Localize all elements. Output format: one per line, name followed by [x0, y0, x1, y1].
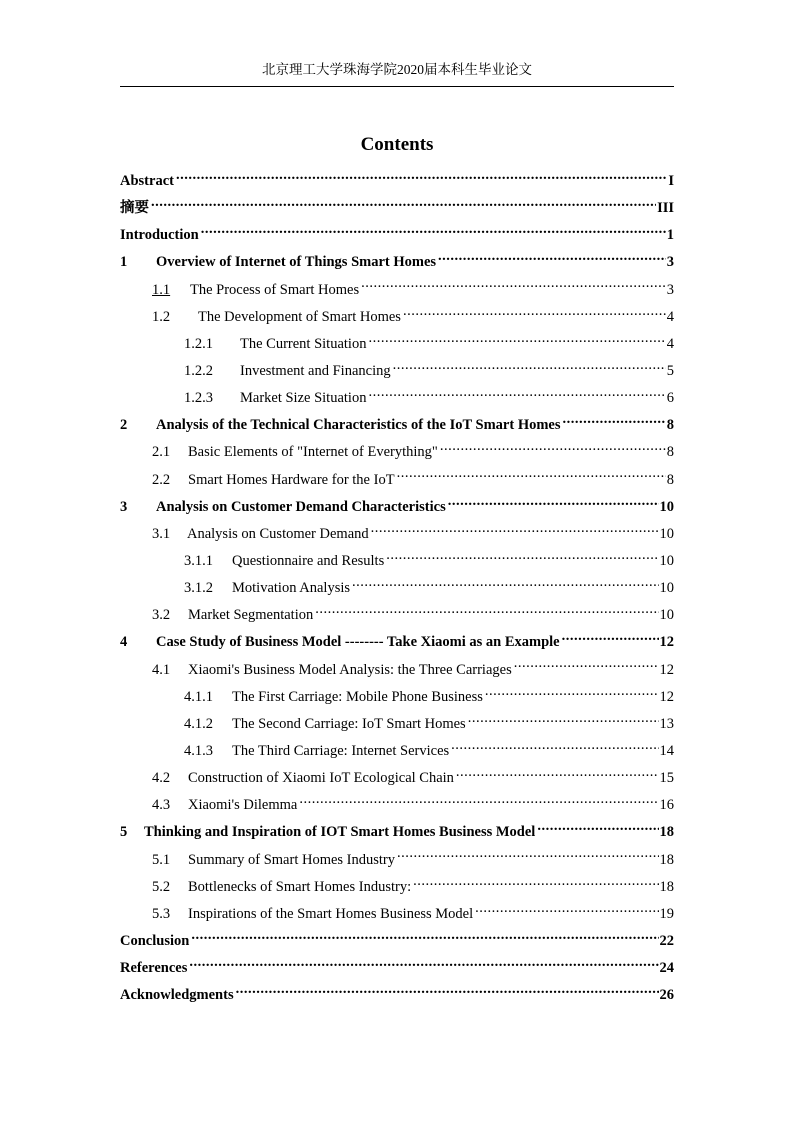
toc-entry-text: Questionnaire and Results [232, 552, 385, 569]
dot-leader [537, 822, 658, 837]
toc-entry-text: Construction of Xiaomi IoT Ecological Chain [188, 770, 454, 787]
toc-section-number: 1.1 [152, 281, 171, 298]
toc-entry-acknowledgments[interactable] [120, 982, 674, 1009]
dot-leader [475, 903, 658, 918]
toc-section-number: 4 [120, 634, 128, 651]
toc-page-number: 18 [659, 878, 674, 895]
toc-entry-text: Summary of Smart Homes Industry [188, 851, 396, 868]
toc-page-number: 22 [659, 932, 674, 949]
toc-entry-2-1[interactable] [120, 439, 674, 466]
toc-entry-1-2-3[interactable] [120, 385, 674, 412]
toc-entry-text: References [120, 960, 188, 977]
dot-leader [368, 333, 665, 348]
toc-section-number: 4.1.1 [184, 688, 213, 705]
dot-leader [403, 306, 666, 321]
toc-section-number: 5 [120, 824, 128, 841]
toc-entry-text: Motivation Analysis [232, 580, 351, 597]
toc-page-number: 10 [659, 525, 674, 542]
toc-section-number: 2 [120, 417, 128, 434]
dot-leader [189, 958, 658, 973]
dot-leader [393, 360, 666, 375]
dot-leader [451, 740, 658, 755]
toc-section-number: 5.2 [152, 878, 171, 895]
toc-entry-text: Overview of Internet of Things Smart Homes [156, 254, 437, 271]
toc-page-number: 6 [666, 390, 674, 407]
toc-entry-text: Xiaomi's Dilemma [188, 797, 298, 814]
toc-entry-chapter-1[interactable] [120, 249, 674, 276]
toc-page-number: 5 [666, 362, 674, 379]
toc-section-number: 1 [120, 254, 128, 271]
dot-leader [386, 550, 658, 565]
toc-page-number: 10 [659, 498, 674, 515]
toc-page-number: 10 [659, 552, 674, 569]
toc-page-number: 18 [659, 824, 674, 841]
toc-entry-chapter-2[interactable] [120, 412, 674, 439]
toc-entry-references[interactable] [120, 955, 674, 982]
toc-entry-chapter-4[interactable] [120, 629, 674, 656]
toc-page-number: 1 [666, 227, 674, 244]
toc-entry-text: Conclusion [120, 932, 190, 949]
toc-entry-1-1[interactable] [120, 277, 674, 304]
dot-leader [413, 876, 658, 891]
toc-page-number: 10 [659, 607, 674, 624]
dot-leader [397, 849, 658, 864]
toc-entry-3-2[interactable] [120, 602, 674, 629]
toc-page-number: 19 [659, 905, 674, 922]
toc-page-number: 12 [659, 634, 674, 651]
dot-leader [485, 686, 659, 701]
toc-entry-3-1-1[interactable] [120, 548, 674, 575]
toc-page-number: 4 [666, 308, 674, 325]
toc-entry-text: Introduction [120, 227, 199, 244]
dot-leader [371, 523, 659, 538]
toc-page-number: 4 [666, 335, 674, 352]
dot-leader [176, 171, 667, 186]
toc-section-number: 3.1.1 [184, 552, 213, 569]
toc-page-number: III [657, 200, 674, 217]
toc-page-number: 8 [666, 471, 674, 488]
header-rule [120, 86, 674, 87]
toc-entry-5-2[interactable] [120, 874, 674, 901]
dot-leader [315, 605, 658, 620]
dot-leader [440, 442, 666, 457]
toc-entry-text: Analysis of the Technical Characteristics of the IoT Smart Homes [156, 417, 561, 434]
toc-section-number: 3.1.2 [184, 580, 213, 597]
dot-leader [562, 632, 659, 647]
toc-entry-1-2-1[interactable] [120, 331, 674, 358]
toc-section-number: 1.2.1 [184, 335, 213, 352]
toc-entry-text: The Second Carriage: IoT Smart Homes [232, 715, 466, 732]
toc-entry-1-2-2[interactable] [120, 358, 674, 385]
table-of-contents [120, 168, 674, 1009]
toc-section-number: 3.2 [152, 607, 171, 624]
toc-entry-text: Acknowledgments [120, 987, 234, 1004]
toc-entry-text: The Development of Smart Homes [198, 308, 401, 325]
toc-section-number: 4.1.3 [184, 742, 213, 759]
toc-page-number: I [668, 173, 674, 189]
toc-entry-zhaiyao[interactable] [120, 195, 674, 222]
dot-leader [514, 659, 659, 674]
toc-entry-text: Market Size Situation [240, 390, 367, 407]
toc-entry-conclusion[interactable] [120, 928, 674, 955]
toc-entry-text: Thinking and Inspiration of IOT Smart Homes Business Model [144, 824, 536, 841]
dot-leader [151, 198, 656, 213]
toc-entry-text: Basic Elements of "Internet of Everything" [188, 444, 438, 461]
toc-section-number: 5.1 [152, 851, 171, 868]
toc-section-number: 3.1 [152, 525, 171, 542]
toc-section-number: 1.2.3 [184, 390, 213, 407]
toc-page-number: 8 [666, 444, 674, 461]
dot-leader [352, 578, 658, 593]
dot-leader [191, 930, 658, 945]
toc-entry-text: Investment and Financing [240, 362, 391, 379]
dot-leader [438, 252, 666, 267]
dot-leader [397, 469, 666, 484]
toc-page-number: 3 [666, 281, 674, 298]
toc-page-number: 15 [659, 770, 674, 787]
toc-section-number: 5.3 [152, 905, 171, 922]
toc-section-number: 1.2.2 [184, 362, 213, 379]
dot-leader [361, 279, 666, 294]
dot-leader [299, 795, 658, 810]
toc-entry-text: Xiaomi's Business Model Analysis: the Three Carriages [188, 661, 512, 678]
toc-entry-text: Analysis on Customer Demand Characteristics [156, 498, 446, 515]
toc-entry-4-1-3[interactable] [120, 738, 674, 765]
toc-page-number: 12 [659, 661, 674, 678]
toc-title: Contents [360, 134, 434, 155]
toc-page-number: 12 [659, 688, 674, 705]
toc-entry-text: Abstract [120, 173, 174, 189]
toc-page-number: 24 [659, 960, 674, 977]
toc-entry-text: Analysis on Customer Demand [187, 525, 369, 542]
toc-section-number: 4.1 [152, 661, 171, 678]
toc-entry-text: The Current Situation [240, 335, 367, 352]
toc-entry-3-1-2[interactable] [120, 575, 674, 602]
dot-leader [563, 415, 666, 430]
toc-entry-text: The Process of Smart Homes [190, 281, 360, 298]
toc-page-number: 14 [659, 742, 674, 759]
toc-page-number: 18 [659, 851, 674, 868]
toc-entry-4-1-1[interactable] [120, 684, 674, 711]
toc-entry-chapter-3[interactable] [120, 494, 674, 521]
toc-entry-4-1[interactable] [120, 657, 674, 684]
toc-section-number: 3 [120, 498, 128, 515]
toc-entry-text: Smart Homes Hardware for the IoT [188, 471, 395, 488]
toc-page-number: 3 [666, 254, 674, 271]
toc-section-number: 1.2 [152, 308, 171, 325]
toc-entry-2-2[interactable] [120, 467, 674, 494]
toc-entry-text: The Third Carriage: Internet Services [232, 742, 450, 759]
toc-page-number: 10 [659, 580, 674, 597]
toc-entry-4-1-2[interactable] [120, 711, 674, 738]
toc-entry-introduction[interactable] [120, 222, 674, 249]
toc-entry-text: Market Segmentation [188, 607, 314, 624]
dot-leader [456, 768, 659, 783]
toc-entry-text: The First Carriage: Mobile Phone Business [232, 688, 483, 705]
toc-entry-4-3[interactable] [120, 792, 674, 819]
toc-entry-5-1[interactable] [120, 847, 674, 874]
dot-leader [201, 225, 666, 240]
toc-entry-3-1[interactable] [120, 521, 674, 548]
toc-section-number: 4.1.2 [184, 715, 213, 732]
toc-entry-text: 摘要 [120, 200, 149, 217]
toc-page-number: 26 [659, 987, 674, 1004]
toc-entry-1-2[interactable] [120, 304, 674, 331]
toc-entry-abstract[interactable] [120, 168, 674, 195]
toc-entry-5-3[interactable] [120, 901, 674, 928]
toc-entry-text: Case Study of Business Model -------- Take Xiaomi as an Example [156, 634, 560, 651]
toc-page-number: 13 [659, 715, 674, 732]
toc-entry-text: Bottlenecks of Smart Homes Industry: [188, 878, 412, 895]
dot-leader [448, 496, 659, 511]
toc-entry-4-2[interactable] [120, 765, 674, 792]
toc-section-number: 2.2 [152, 471, 171, 488]
toc-section-number: 4.2 [152, 770, 171, 787]
dot-leader [368, 388, 665, 403]
toc-page-number: 8 [666, 417, 674, 434]
toc-section-number: 2.1 [152, 444, 171, 461]
dot-leader [468, 713, 659, 728]
toc-section-number: 4.3 [152, 797, 171, 814]
toc-entry-chapter-5[interactable] [120, 819, 674, 846]
toc-entry-text: Inspirations of the Smart Homes Business Model [188, 905, 474, 922]
toc-page-number: 16 [659, 797, 674, 814]
page-header: 北京理工大学珠海学院2020届本科生毕业论文 [262, 62, 532, 77]
dot-leader [236, 985, 659, 1000]
